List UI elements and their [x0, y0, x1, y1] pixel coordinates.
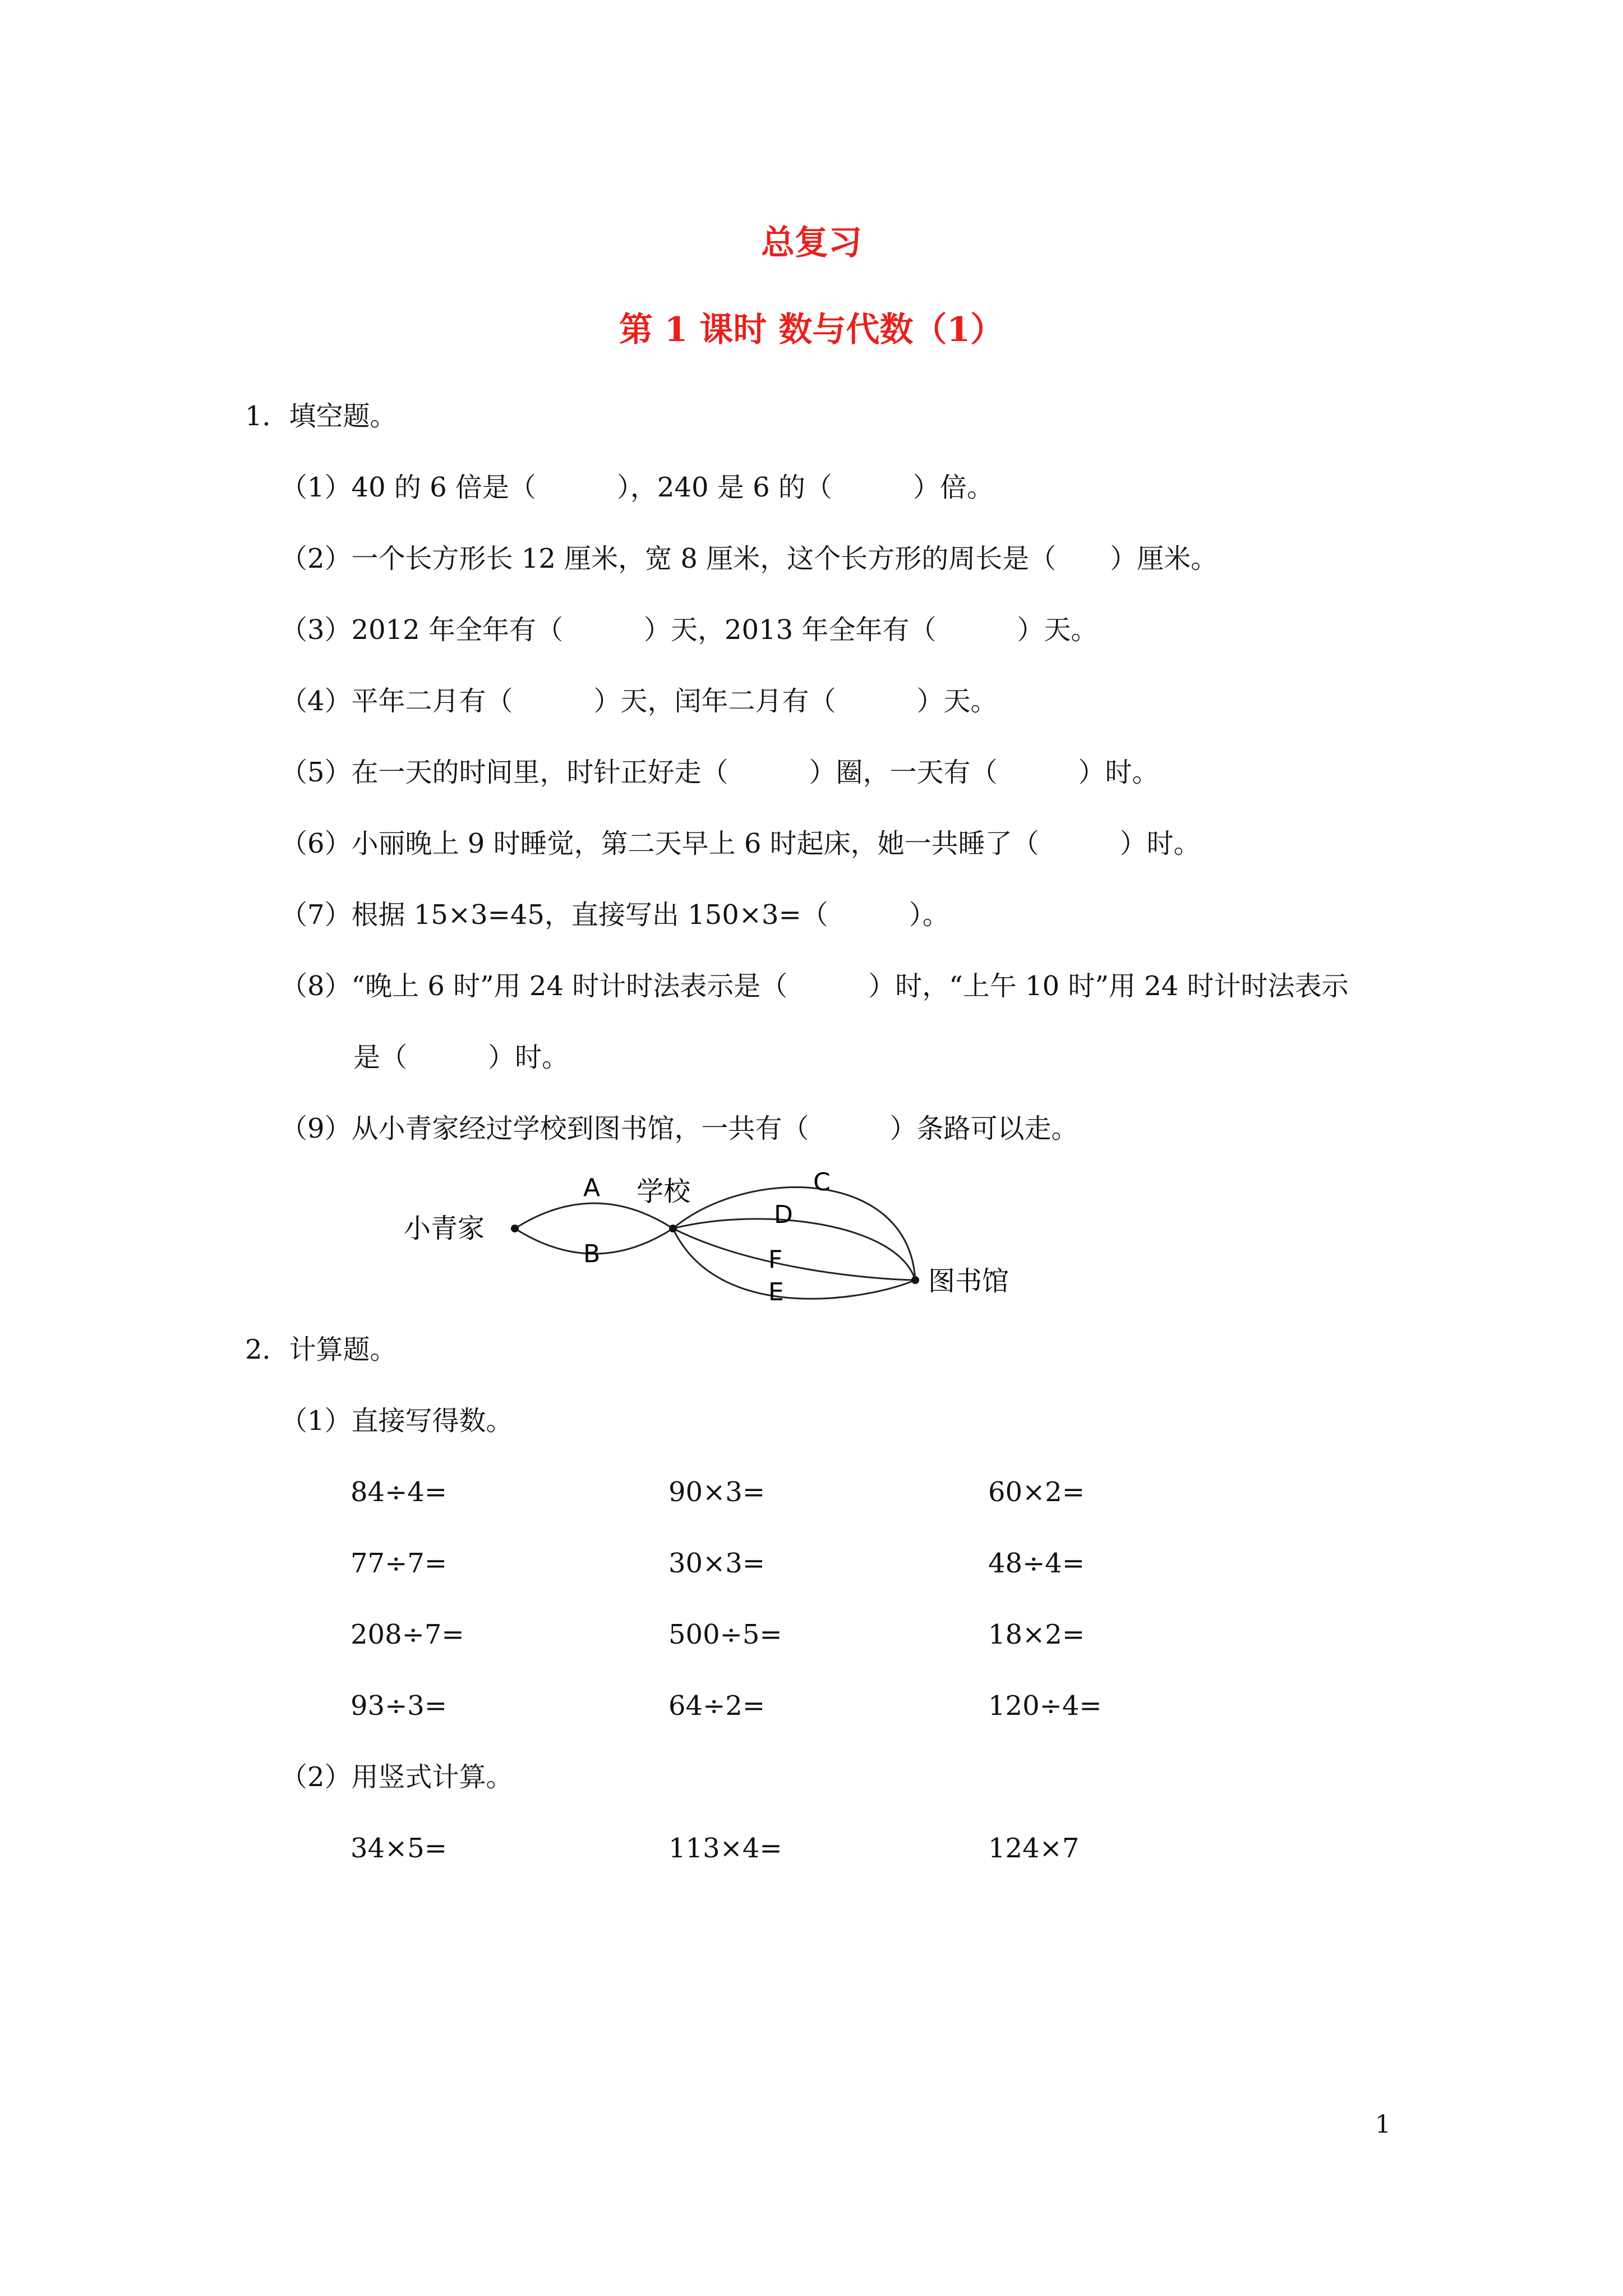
question-1-1: （1）40 的 6 倍是（ ），240 是 6 的（ ）倍。 [280, 472, 994, 503]
page-number: 1 [1375, 2110, 1391, 2139]
calc-item: 84÷4= [351, 1476, 448, 1508]
calc-item: 208÷7= [351, 1619, 464, 1650]
calc-item: 93÷3= [351, 1690, 448, 1722]
vertical-calc-item: 124×7 [988, 1833, 1080, 1864]
oral-calc-instruction: （1）直接写得数。 [280, 1405, 513, 1437]
section1-heading: 1．填空题。 [245, 401, 397, 432]
home-dot [511, 1225, 519, 1232]
route-e-path [673, 1228, 915, 1299]
vertical-calc-item: 34×5= [351, 1833, 448, 1864]
calc-item: 77÷7= [351, 1548, 448, 1579]
question-1-8-continued: 是（ ）时。 [353, 1042, 569, 1073]
calc-item: 60×2= [988, 1476, 1085, 1508]
route-b-label: B [583, 1240, 601, 1268]
route-e-label: E [768, 1278, 784, 1306]
question-1-7: （7）根据 15×3=45，直接写出 150×3=（ ）。 [280, 899, 949, 931]
question-1-2: （2）一个长方形长 12 厘米，宽 8 厘米，这个长方形的周长是（ ）厘米。 [280, 543, 1218, 574]
lesson-title: 第 1 课时 数与代数（1） [619, 310, 1004, 349]
vertical-calc-instruction: （2）用竖式计算。 [280, 1761, 513, 1793]
library-label: 图书馆 [928, 1266, 1009, 1297]
question-1-8: （8）“晚上 6 时”用 24 时计时法表示是（ ）时，“上午 10 时”用 24 时计时法表示 [280, 970, 1349, 1002]
question-1-9: （9）从小青家经过学校到图书馆，一共有（ ）条路可以走。 [280, 1113, 1078, 1144]
question-1-3: （3）2012 年全年有（ ）天，2013 年全年有（ ）天。 [280, 614, 1098, 646]
route-d-label: D [774, 1200, 793, 1229]
calc-item: 64÷2= [668, 1690, 766, 1722]
main-title: 总复习 [761, 223, 862, 263]
route-a-label: A [583, 1174, 601, 1202]
calc-item: 500÷5= [668, 1619, 782, 1650]
school-dot [669, 1225, 677, 1232]
question-1-6: （6）小丽晚上 9 时睡觉，第二天早上 6 时起床，她一共睡了（ ）时。 [280, 828, 1201, 859]
school-label: 学校 [637, 1176, 691, 1207]
calc-item: 30×3= [668, 1548, 766, 1579]
calc-item: 90×3= [668, 1476, 766, 1508]
section2-heading: 2．计算题。 [245, 1334, 397, 1365]
route-c-label: C [813, 1168, 831, 1197]
route-diagram [381, 1156, 1088, 1324]
route-f-label: F [768, 1245, 783, 1274]
question-1-5: （5）在一天的时间里，时针正好走（ ）圈，一天有（ ）时。 [280, 757, 1159, 788]
question-1-4: （4）平年二月有（ ）天，闰年二月有（ ）天。 [280, 685, 998, 717]
library-dot [911, 1276, 919, 1284]
vertical-calc-item: 113×4= [668, 1833, 782, 1864]
calc-item: 120÷4= [988, 1690, 1102, 1722]
calc-item: 18×2= [988, 1619, 1085, 1650]
calc-item: 48÷4= [988, 1548, 1085, 1579]
home-label: 小青家 [404, 1213, 485, 1244]
